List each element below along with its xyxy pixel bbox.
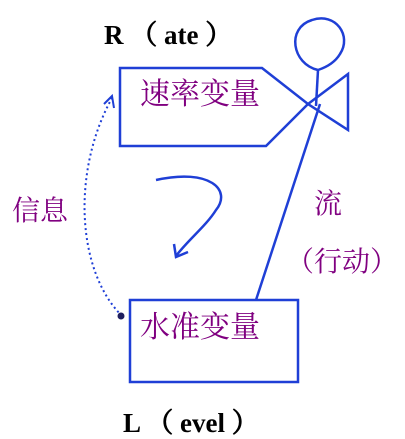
cloud-stem (316, 70, 318, 106)
information-source-dot (118, 313, 125, 320)
level-variable-label: 水准变量 (140, 310, 260, 345)
feedback-curve-arrow (156, 177, 221, 256)
level-caption: L （ evel ） (123, 408, 259, 438)
rate-caption: R （ ate ） (104, 20, 233, 50)
information-label: 信息 (12, 194, 69, 227)
flow-sublabel: （行动） (286, 245, 399, 278)
rate-variable-label: 速率变量 (140, 77, 260, 112)
flow-label: 流 (314, 187, 343, 220)
source-cloud-icon (295, 18, 344, 70)
information-link (85, 98, 122, 316)
